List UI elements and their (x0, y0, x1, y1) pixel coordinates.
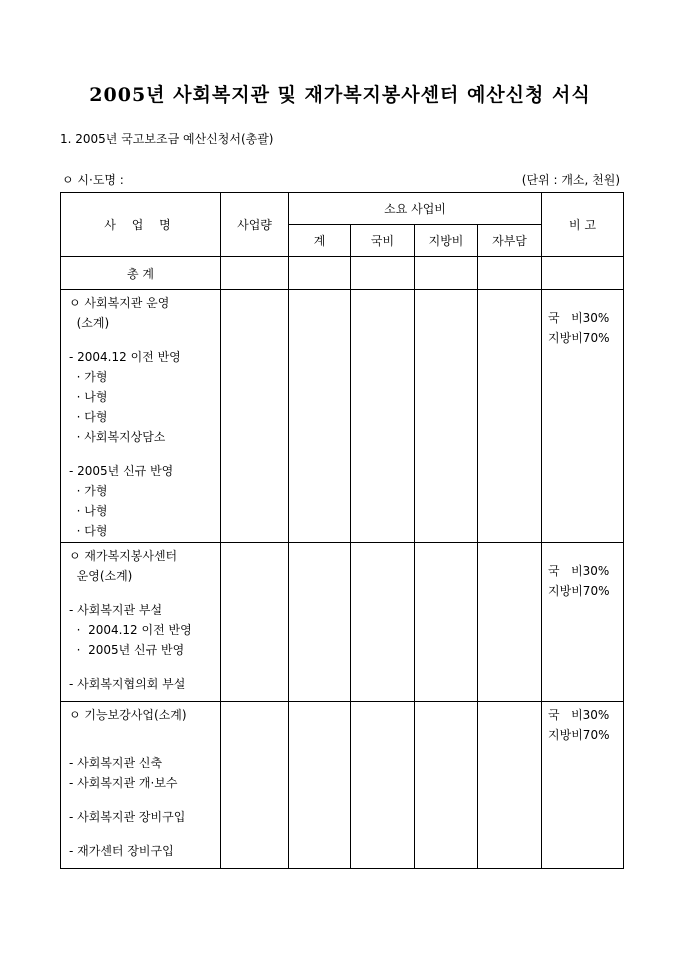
table-cell (478, 257, 542, 290)
table-row (61, 702, 624, 869)
list-item: - 사회복지관 장비구입 (69, 810, 186, 824)
unit-label: (단위 : 개소, 천원) (521, 173, 620, 187)
remark-line: 지방비70% (548, 331, 610, 345)
list-item: · 다형 (69, 524, 108, 538)
list-item: - 재가센터 장비구입 (69, 844, 174, 858)
list-item: · 나형 (69, 390, 108, 404)
list-item: · 가형 (69, 484, 108, 498)
table-cell (351, 257, 415, 290)
table-cell (289, 543, 351, 702)
list-item: - 2004.12 이전 반영 (69, 350, 181, 364)
remark-line: 국 비30% (548, 708, 610, 722)
spacer (69, 660, 220, 674)
header-total: 계 (289, 225, 351, 257)
list-item: - 사회복지관 부설 (69, 603, 163, 617)
table-cell (351, 290, 415, 543)
region-label: ㅇ 시·도명 : (62, 173, 124, 187)
table-cell (221, 702, 289, 869)
list-item: · 2004.12 이전 반영 (69, 623, 192, 637)
list-item: - 2005년 신규 반영 (69, 464, 174, 478)
header-project-name: 사 업 명 (61, 193, 221, 257)
remark-line: 국 비30% (548, 311, 610, 325)
header-local: 지방비 (415, 225, 478, 257)
spacer (69, 725, 220, 739)
table-cell (221, 257, 289, 290)
section-items (61, 290, 220, 541)
table-cell (289, 290, 351, 543)
list-item: 운영(소계) (69, 569, 133, 583)
table-cell (289, 257, 351, 290)
table-cell (221, 290, 289, 543)
list-item: · 사회복지상담소 (69, 430, 166, 444)
spacer (69, 793, 220, 807)
list-item: - 사회복지협의회 부설 (69, 677, 186, 691)
header-self: 자부담 (478, 225, 542, 257)
table-cell (542, 257, 624, 290)
total-row-label: 총 계 (61, 257, 221, 290)
list-item: · 가형 (69, 370, 108, 384)
remarks-note (542, 543, 623, 601)
table-cell (415, 543, 478, 702)
list-item: · 다형 (69, 410, 108, 424)
spacer (69, 827, 220, 841)
table-cell (415, 702, 478, 869)
header-national: 국비 (351, 225, 415, 257)
remarks-note (542, 702, 623, 745)
table-cell (351, 702, 415, 869)
remarks-note (542, 290, 623, 348)
list-item: · 나형 (69, 504, 108, 518)
document-title: 2005년 사회복지관 및 재가복지봉사센터 예산신청 서식 (89, 84, 591, 106)
table-cell (289, 702, 351, 869)
list-item: ㅇ 사회복지관 운영 (69, 296, 170, 310)
table-cell (415, 290, 478, 543)
list-item: ㅇ 재가복지봉사센터 (69, 549, 178, 563)
remark-line: 지방비70% (548, 728, 610, 742)
spacer (69, 447, 220, 461)
total-row (61, 257, 624, 290)
spacer (69, 333, 220, 347)
section-items (61, 543, 220, 694)
table-cell (478, 543, 542, 702)
section-items (61, 702, 220, 861)
section-heading: 1. 2005년 국고보조금 예산신청서(총괄) (60, 132, 274, 146)
table-cell (351, 543, 415, 702)
list-item: · 2005년 신규 반영 (69, 643, 185, 657)
spacer (69, 586, 220, 600)
spacer (69, 739, 220, 753)
list-item: - 사회복지관 개·보수 (69, 776, 178, 790)
header-remarks: 비 고 (542, 193, 624, 257)
list-item: - 사회복지관 신축 (69, 756, 163, 770)
table-cell (478, 290, 542, 543)
list-item: (소계) (69, 316, 110, 330)
remark-line: 지방비70% (548, 584, 610, 598)
list-item: ㅇ 기능보강사업(소계) (69, 708, 187, 722)
header-quantity: 사업량 (221, 193, 289, 257)
header-cost-group: 소요 사업비 (289, 193, 542, 225)
remark-line: 국 비30% (548, 564, 610, 578)
table-row (61, 290, 624, 543)
table-cell (478, 702, 542, 869)
table-row (61, 543, 624, 702)
table-cell (415, 257, 478, 290)
budget-table (60, 192, 624, 869)
table-cell (221, 543, 289, 702)
